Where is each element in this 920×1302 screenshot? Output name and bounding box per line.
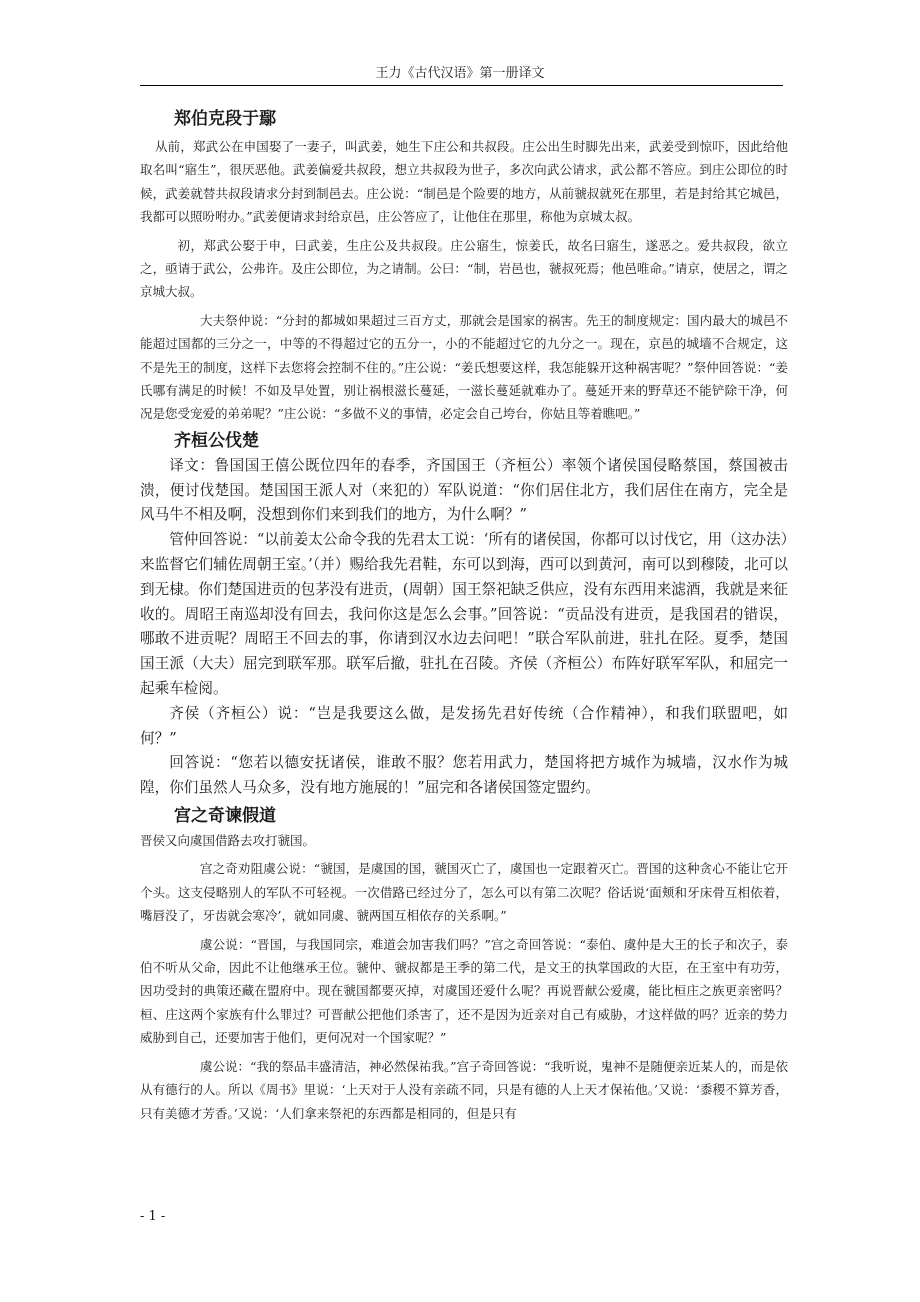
translation-paragraph: 管仲回答说：“以前姜太公命令我的先君太工说：‘所有的诸侯国，你都可以讨伐它，用（这办法）来监督它们辅佐周朝王室。’（并）赐给我先君鞋，东可以到海，西可以到黄河，南可以到穆陵，北可以到无棣。你们楚国进贡的包茅没有进贡，(周朝）国王祭祀缺乏供应，没有东西用来滤酒，我就是来征收的。周昭王南巡却没有回去，我问你这是怎么会事。”回答说：“贡品没有进贡，是我国君的错误，哪敢不进贡呢？周昭王不回去的事，你请到汉水边去问吧！”联合军队前进，驻扎在陉。夏季，楚国国王派（大夫）屈完到联军那。联军后撤，驻扎在召陵。齐侯（齐桓公）布阵好联军军队，和屈完一起乘车检阅。 <box>140 531 788 698</box>
section-title: 宫之奇谏假道 <box>174 806 276 827</box>
translation-paragraph: 译文：鲁国国王僖公既位四年的春季，齐国国王（齐桓公）率领个诸侯国侵略蔡国，蔡国被击溃，便讨伐楚国。楚国国王派人对（来犯的）军队说道：“你们居住北方，我们居住在南方，完全是风马牛不相及啊，没想到你们来到我们的地方，为什么啊？” <box>140 456 788 524</box>
section-title: 齐桓公伐楚 <box>174 430 259 451</box>
document-body <box>140 106 788 1125</box>
translation-paragraph: 宫之奇劝阻虞公说：“虢国，是虞国的国，虢国灭亡了，虞国也一定跟着灭亡。晋国的这种贪心不能让它开个头。这支侵略别人的军队不可轻视。一次借路已经过分了，怎么可以有第二次呢？俗话说‘面颊和牙床骨互相依着，嘴唇没了，牙齿就会寒冷’，就如同虞、虢两国互相依存的关系啊。” <box>140 861 788 924</box>
section-qi-huan-gong-fa-chu <box>140 428 788 801</box>
translation-paragraph: 大夫祭仲说：“分封的都城如果超过三百方丈，那就会是国家的祸害。先王的制度规定：国内最大的城邑不能超过国都的三分之一，中等的不得超过它的五分一，小的不能超过它的九分之一。现在，京邑的城墙不合规定，这不是先王的制度，这样下去您将会控制不住的。”庄公说：“姜氏想要这样，我怎能躲开这种祸害呢？”祭仲回答说：“姜氏哪有满足的时候！不如及早处置，别让祸根滋长蔓延，一滋长蔓延就难办了。蔓延开来的野草还不能铲除干净，何况是您受宠爱的弟弟呢？”庄公说：“多做不义的事情，必定会自己垮台，你姑且等着瞧吧。” <box>140 312 788 422</box>
translation-paragraph: 回答说：“您若以德安抚诸侯，谁敢不服？您若用武力，楚国将把方城作为城墙，汉水作为城隍，你们虽然人马众多，没有地方施展的！”屈完和各诸侯国签定盟约。 <box>140 754 788 797</box>
translation-paragraph: 虞公说：“我的祭品丰盛清洁，神必然保祐我。”宫子奇回答说：“我听说，鬼神不是随便亲近某人的，而是依从有德行的人。所以《周书》里说：‘上天对于人没有亲疏不同，只是有德的人上天才保祐他。’又说：‘黍稷不算芳香，只有美德才芳香。’又说：‘人们拿来祭祀的东西都是相同的，但是只有 <box>140 1058 788 1121</box>
original-text-paragraph: 初，郑武公娶于申，曰武姜，生庄公及共叔段。庄公寤生，惊姜氏，故名曰寤生，遂恶之。爱共叔段，欲立之，亟请于武公，公弗许。及庄公即位，为之请制。公曰：“制，岩邑也，虢叔死焉；他邑唯命。”请京，使居之，谓之京城大叔。 <box>140 237 788 300</box>
translation-paragraph: 齐侯（齐桓公）说：“岂是我要这么做，是发扬先君好传统（合作精神），和我们联盟吧，如何？” <box>140 704 788 747</box>
page-number: - 1 - <box>140 1209 166 1224</box>
header-title: 王力《古代汉语》第一册译文 <box>375 66 545 81</box>
translation-paragraph: 虞公说：“晋国，与我国同宗，难道会加害我们吗？”宫之奇回答说：“泰伯、虞仲是大王的长子和次子，泰伯不听从父命，因此不让他继承王位。虢仲、虢叔都是王季的第二代，是文王的执掌国政的大臣，在王室中有功劳，因功受封的典策还藏在盟府中。现在虢国都要灭掉，对虞国还爱什么呢？再说晋献公爱虞，能比桓庄之族更亲密吗？桓、庄这两个家族有什么罪过？可晋献公把他们杀害了，还不是因为近亲对自己有威胁，才这样做的吗？近亲的势力威胁到自己，还要加害于他们，更何况对一个国家呢？” <box>140 936 788 1046</box>
header-divider <box>140 85 783 86</box>
translation-paragraph: 从前，郑武公在申国娶了一妻子，叫武姜，她生下庄公和共叔段。庄公出生时脚先出来，武姜受到惊吓，因此给他取名叫“寤生”，很厌恶他。武姜偏爱共叔段，想立共叔段为世子，多次向武公请求，武公都不答应。到庄公即位的时候，武姜就替共叔段请求分封到制邑去。庄公说：“制邑是个险要的地方，从前虢叔就死在那里，若是封给其它城邑，我都可以照吩咐办。”武姜便请求封给京邑，庄公答应了，让他住在那里，称他为京城太叔。 <box>140 139 788 225</box>
section-title: 郑伯克段于鄢 <box>174 109 276 129</box>
section-gong-zhi-qi-jian-jia-dao <box>140 803 788 1125</box>
translation-paragraph: 晋侯又向虞国借路去攻打虢国。 <box>140 833 316 849</box>
section-zheng-bo-ke-duan <box>140 106 788 426</box>
